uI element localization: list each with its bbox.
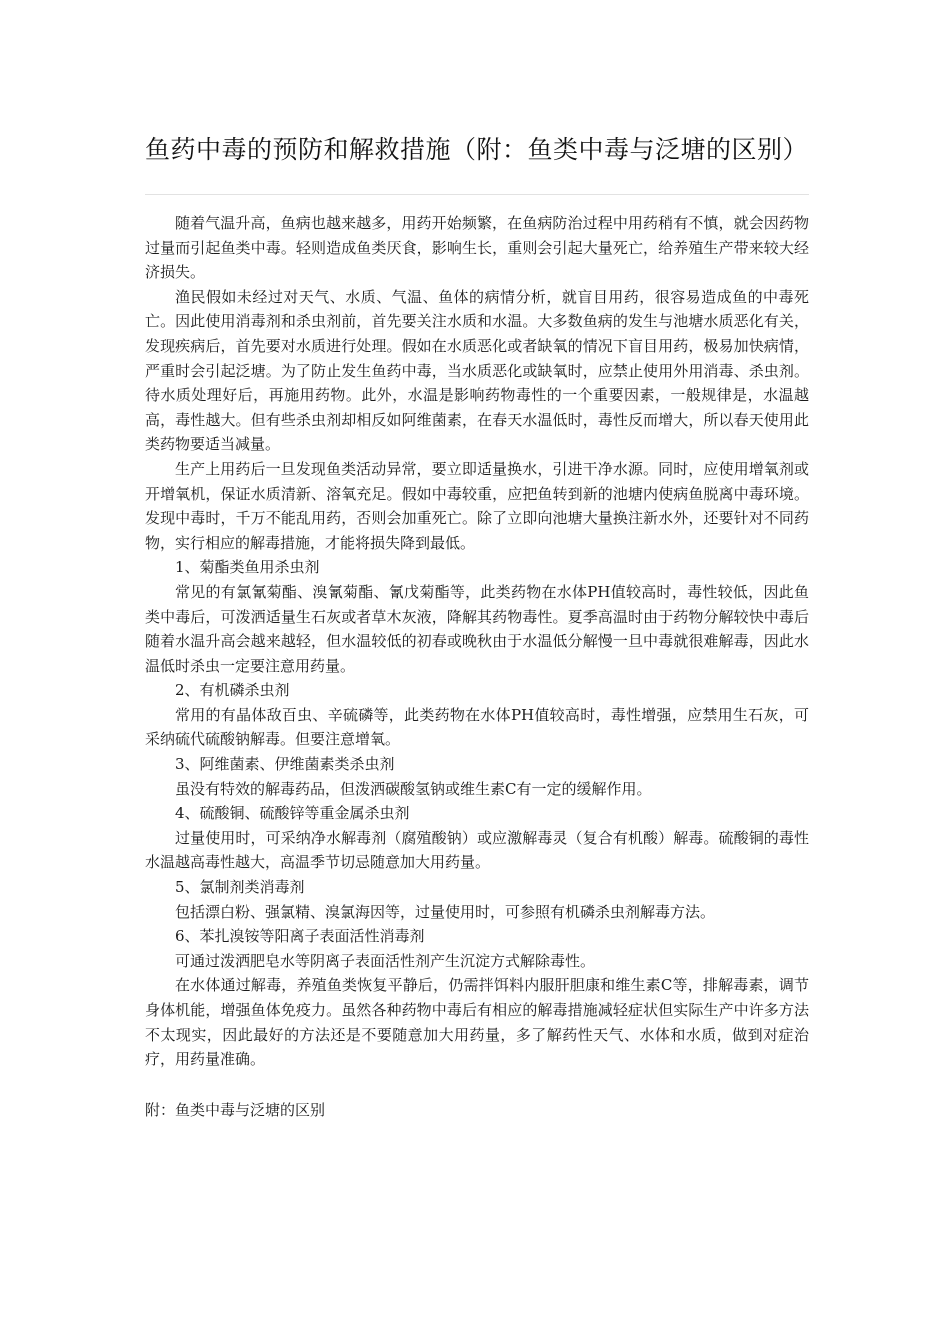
title-divider (145, 194, 809, 195)
section-heading-5: 5、氯制剂类消毒剂 (175, 878, 305, 897)
section-heading-3: 3、阿维菌素、伊维菌素类杀虫剂 (175, 755, 395, 774)
appendix-heading: 附：鱼类中毒与泛塘的区别 (145, 1100, 326, 1119)
section-heading-1: 1、菊酯类鱼用杀虫剂 (175, 558, 320, 577)
section-text-1: 常见的有氯氰菊酯、溴氰菊酯、氰戊菊酯等，此类药物在水体PH值较高时，毒性较低，因此鱼类中毒后，可泼洒适量生石灰或者草木灰液，降解其药物毒性。夏季高温时由于药物分解较快中毒后随着水温升高会越来越轻，但水温较低的初春或晚秋由于水温低分解慢一旦中毒就很难解毒，因此水温低时杀虫一定要注意用药量。 (145, 582, 809, 675)
section-text-5: 包括漂白粉、强氯精、溴氯海因等，过量使用时，可参照有机磷杀虫剂解毒方法。 (175, 902, 716, 921)
section-heading-2: 2、有机磷杀虫剂 (175, 681, 290, 700)
article-body (145, 211, 809, 1072)
section-text-3: 虽没有特效的解毒药品，但泼洒碳酸氢钠或维生素C有一定的缓解作用。 (175, 779, 652, 798)
document-title: 鱼药中毒的预防和解救措施（附：鱼类中毒与泛塘的区别） (145, 135, 809, 164)
paragraph-water-quality: 渔民假如未经过对天气、水质、气温、鱼体的病情分析，就盲目用药，很容易造成鱼的中毒死亡。因此使用消毒剂和杀虫剂前，首先要关注水质和水温。大多数鱼病的发生与池塘水质恶化有关，发现疾病后，首先要对水质进行处理。假如在水质恶化或者缺氧的情况下盲目用药，极易加快病情，严重时会引起泛塘。为了防止发生鱼药中毒，当水质恶化或缺氧时，应禁止使用外用消毒、杀虫剂。待水质处理好后，再施用药物。此外，水温是影响药物毒性的一个重要因素，一般规律是，水温越高，毒性越大。但有些杀虫剂却相反如阿维菌素，在春天水温低时，毒性反而增大，所以春天使用此类药物要适当减量。 (145, 287, 809, 454)
document-page (145, 120, 809, 1122)
section-text-6: 可通过泼洒肥皂水等阴离子表面活性剂产生沉淀方式解除毒性。 (175, 951, 596, 970)
paragraph-conclusion: 在水体通过解毒，养殖鱼类恢复平静后，仍需拌饵料内服肝胆康和维生素C等，排解毒素，调节身体机能，增强鱼体免疫力。虽然各种药物中毒后有相应的解毒措施减轻症状但实际生产中许多方法不太现实，因此最好的方法还是不要随意加大用药量，多了解药性天气、水体和水质，做到对症治疗，用药量准确。 (145, 976, 809, 1069)
section-text-4: 过量使用时，可采纳净水解毒剂（腐殖酸钠）或应激解毒灵（复合有机酸）解毒。硫酸铜的毒性水温越高毒性越大，高温季节切忌随意加大用药量。 (145, 828, 809, 872)
paragraph-intro: 随着气温升高，鱼病也越来越多，用药开始频繁，在鱼病防治过程中用药稍有不慎，就会因药物过量而引起鱼类中毒。轻则造成鱼类厌食，影响生长，重则会引起大量死亡，给养殖生产带来较大经济损失。 (145, 214, 809, 282)
section-heading-4: 4、硫酸铜、硫酸锌等重金属杀虫剂 (175, 804, 410, 823)
section-heading-6: 6、苯扎溴铵等阳离子表面活性消毒剂 (175, 927, 425, 946)
section-text-2: 常用的有晶体敌百虫、辛硫磷等，此类药物在水体PH值较高时，毒性增强，应禁用生石灰，可采纳硫代硫酸钠解毒。但要注意增氧。 (145, 705, 809, 749)
paragraph-emergency: 生产上用药后一旦发现鱼类活动异常，要立即适量换水，引进干净水源。同时，应使用增氧剂或开增氧机，保证水质清新、溶氧充足。假如中毒较重，应把鱼转到新的池塘内使病鱼脱离中毒环境。发现中毒时，千万不能乱用药，否则会加重死亡。除了立即向池塘大量换注新水外，还要针对不同药物，实行相应的解毒措施，才能将损失降到最低。 (145, 459, 809, 552)
